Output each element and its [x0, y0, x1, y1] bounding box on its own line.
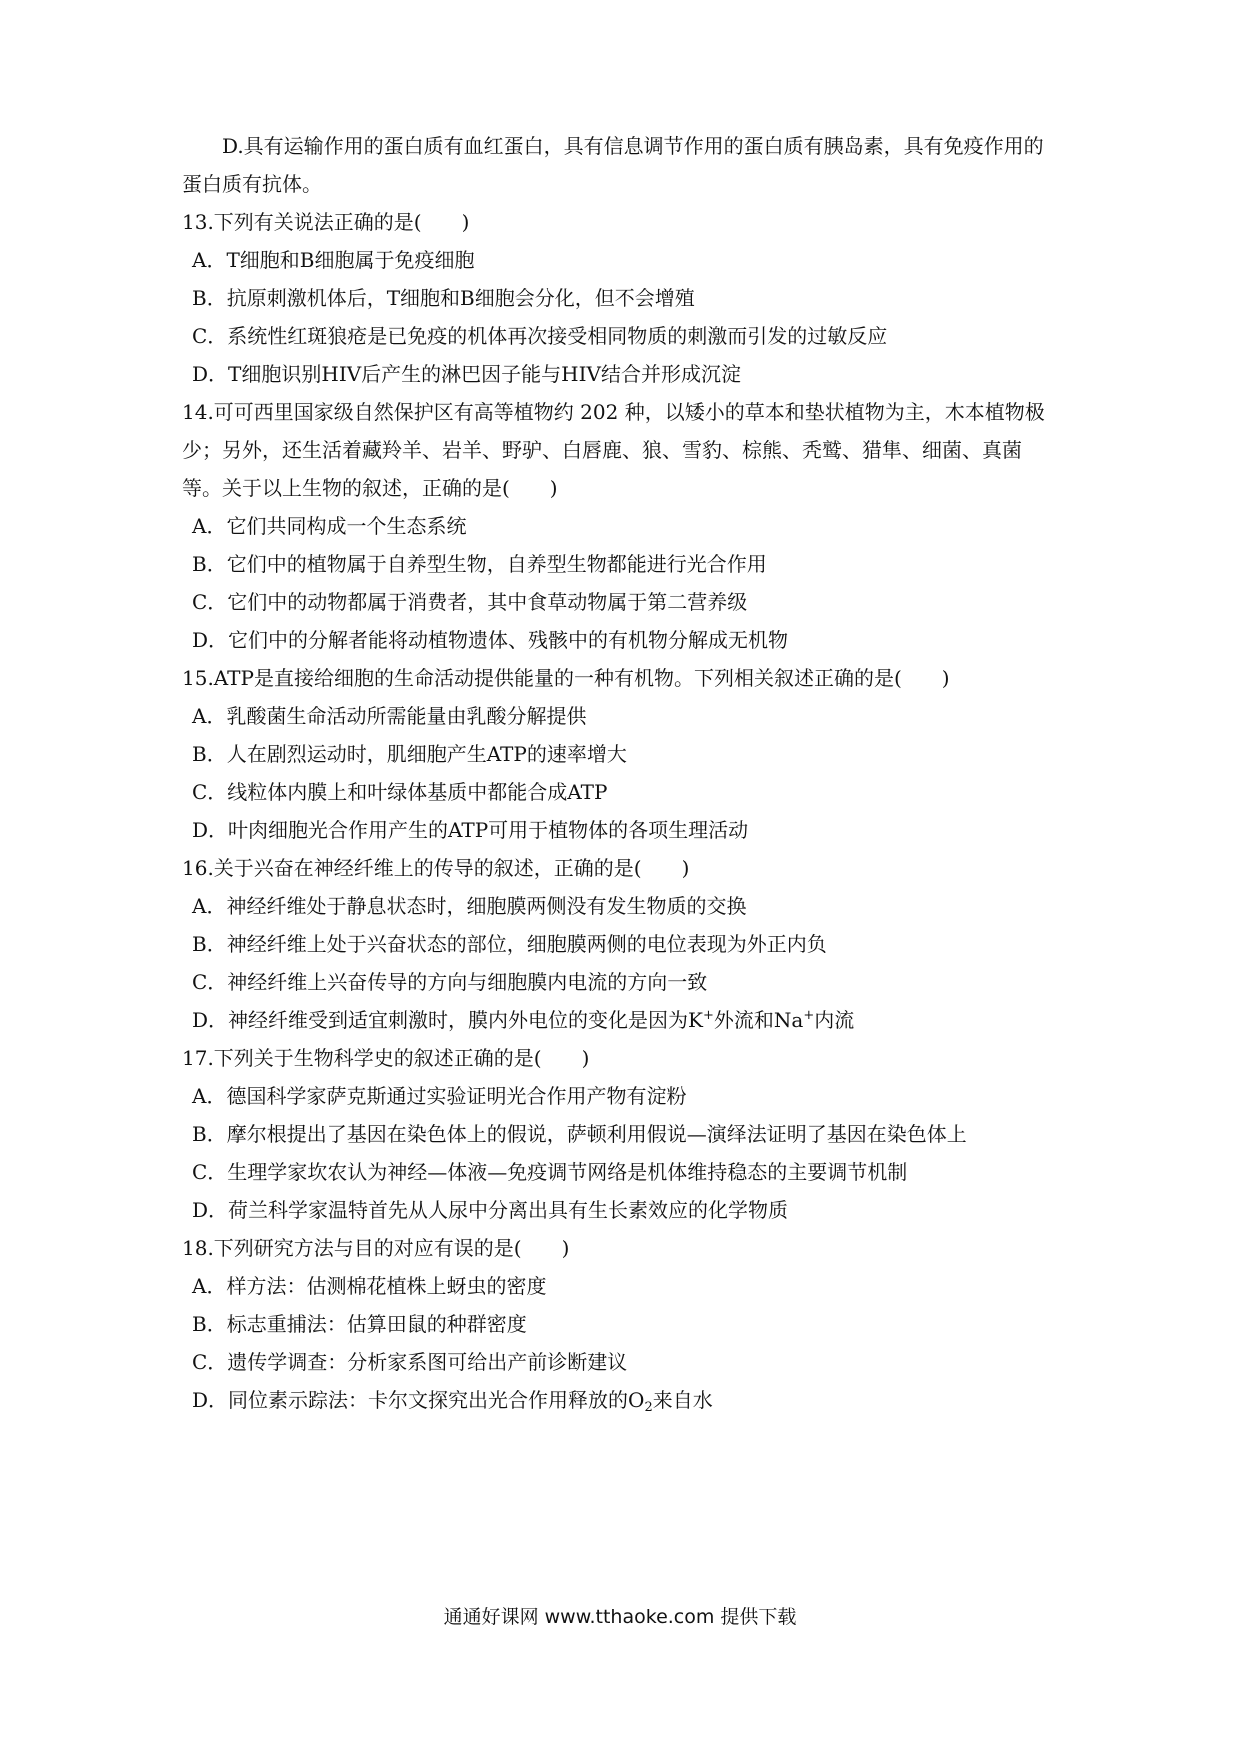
q16-option-d-sup-1: + — [702, 1008, 714, 1023]
q13-option-a: A．T细胞和B细胞属于免疫细胞 — [192, 248, 475, 272]
q15-stem: 15.ATP是直接给细胞的生命活动提供能量的一种有机物。下列相关叙述正确的是( ) — [182, 666, 950, 690]
q14-stem-line1: 14.可可西里国家级自然保护区有高等植物约 202 种，以矮小的草本和垫状植物为主，木本植物极 — [182, 400, 1045, 424]
q16-option-b: B．神经纤维上处于兴奋状态的部位，细胞膜两侧的电位表现为外正内负 — [192, 932, 827, 956]
q12-option-d-line1: D.具有运输作用的蛋白质有血红蛋白，具有信息调节作用的蛋白质有胰岛素，具有免疫作用的 — [222, 134, 1044, 158]
q15-option-c: C．线粒体内膜上和叶绿体基质中都能合成ATP — [192, 780, 608, 804]
q18-option-d-text-2: 来自水 — [652, 1388, 713, 1412]
q17-option-a: A．德国科学家萨克斯通过实验证明光合作用产物有淀粉 — [192, 1084, 687, 1108]
q17-option-c: C．生理学家坎农认为神经—体液—免疫调节网络是机体维持稳态的主要调节机制 — [192, 1160, 908, 1184]
q18-option-d-text-1: D．同位素示踪法：卡尔文探究出光合作用释放的O — [192, 1388, 645, 1412]
q13-option-b: B．抗原刺激机体后，T细胞和B细胞会分化，但不会增殖 — [192, 286, 695, 310]
q14-option-b: B．它们中的植物属于自养型生物，自养型生物都能进行光合作用 — [192, 552, 767, 576]
q18-option-d-sub: 2 — [644, 1400, 653, 1415]
q17-option-b: B．摩尔根提出了基因在染色体上的假说，萨顿利用假说—演绎法证明了基因在染色体上 — [192, 1122, 967, 1146]
q15-option-a: A．乳酸菌生命活动所需能量由乳酸分解提供 — [192, 704, 587, 728]
q13-option-c: C．系统性红斑狼疮是已免疫的机体再次接受相同物质的刺激而引发的过敏反应 — [192, 324, 888, 348]
q16-option-d-text-2: 外流和Na — [713, 1008, 804, 1032]
q16-option-d-text-1: D．神经纤维受到适宜刺激时，膜内外电位的变化是因为K — [192, 1008, 703, 1032]
q15-option-b: B．人在剧烈运动时，肌细胞产生ATP的速率增大 — [192, 742, 627, 766]
q16-option-d-sup-2: + — [803, 1008, 815, 1023]
q16-option-c: C．神经纤维上兴奋传导的方向与细胞膜内电流的方向一致 — [192, 970, 708, 994]
q18-stem: 18.下列研究方法与目的对应有误的是( ) — [182, 1236, 570, 1260]
page-footer: 通通好课网 www.tthaoke.com 提供下载 — [443, 1606, 797, 1628]
q16-stem: 16.关于兴奋在神经纤维上的传导的叙述，正确的是( ) — [182, 856, 690, 880]
q14-stem-line3: 等。关于以上生物的叙述，正确的是( ) — [182, 476, 558, 500]
q14-option-c: C．它们中的动物都属于消费者，其中食草动物属于第二营养级 — [192, 590, 748, 614]
q16-option-d — [0, 1005, 1240, 1035]
q13-stem: 13.下列有关说法正确的是( ) — [182, 210, 470, 234]
q17-option-d: D．荷兰科学家温特首先从人尿中分离出具有生长素效应的化学物质 — [192, 1198, 789, 1222]
q14-option-a: A．它们共同构成一个生态系统 — [192, 514, 467, 538]
q18-option-d — [0, 1385, 1240, 1415]
q18-option-b: B．标志重捕法：估算田鼠的种群密度 — [192, 1312, 527, 1336]
q14-stem-line2: 少；另外，还生活着藏羚羊、岩羊、野驴、白唇鹿、狼、雪豹、棕熊、秃鹫、猎隼、细菌、真菌 — [182, 438, 1022, 462]
q15-option-d: D．叶肉细胞光合作用产生的ATP可用于植物体的各项生理活动 — [192, 818, 749, 842]
q17-stem: 17.下列关于生物科学史的叙述正确的是( ) — [182, 1046, 590, 1070]
q13-option-d: D．T细胞识别HIV后产生的淋巴因子能与HIV结合并形成沉淀 — [192, 362, 741, 386]
q12-option-d-line2: 蛋白质有抗体。 — [182, 172, 322, 196]
q14-option-d: D．它们中的分解者能将动植物遗体、残骸中的有机物分解成无机物 — [192, 628, 789, 652]
q16-option-d-text-3: 内流 — [814, 1008, 855, 1032]
q18-option-a: A．样方法：估测棉花植株上蚜虫的密度 — [192, 1274, 547, 1298]
q16-option-a: A．神经纤维处于静息状态时，细胞膜两侧没有发生物质的交换 — [192, 894, 747, 918]
q18-option-c: C．遗传学调查：分析家系图可给出产前诊断建议 — [192, 1350, 628, 1374]
